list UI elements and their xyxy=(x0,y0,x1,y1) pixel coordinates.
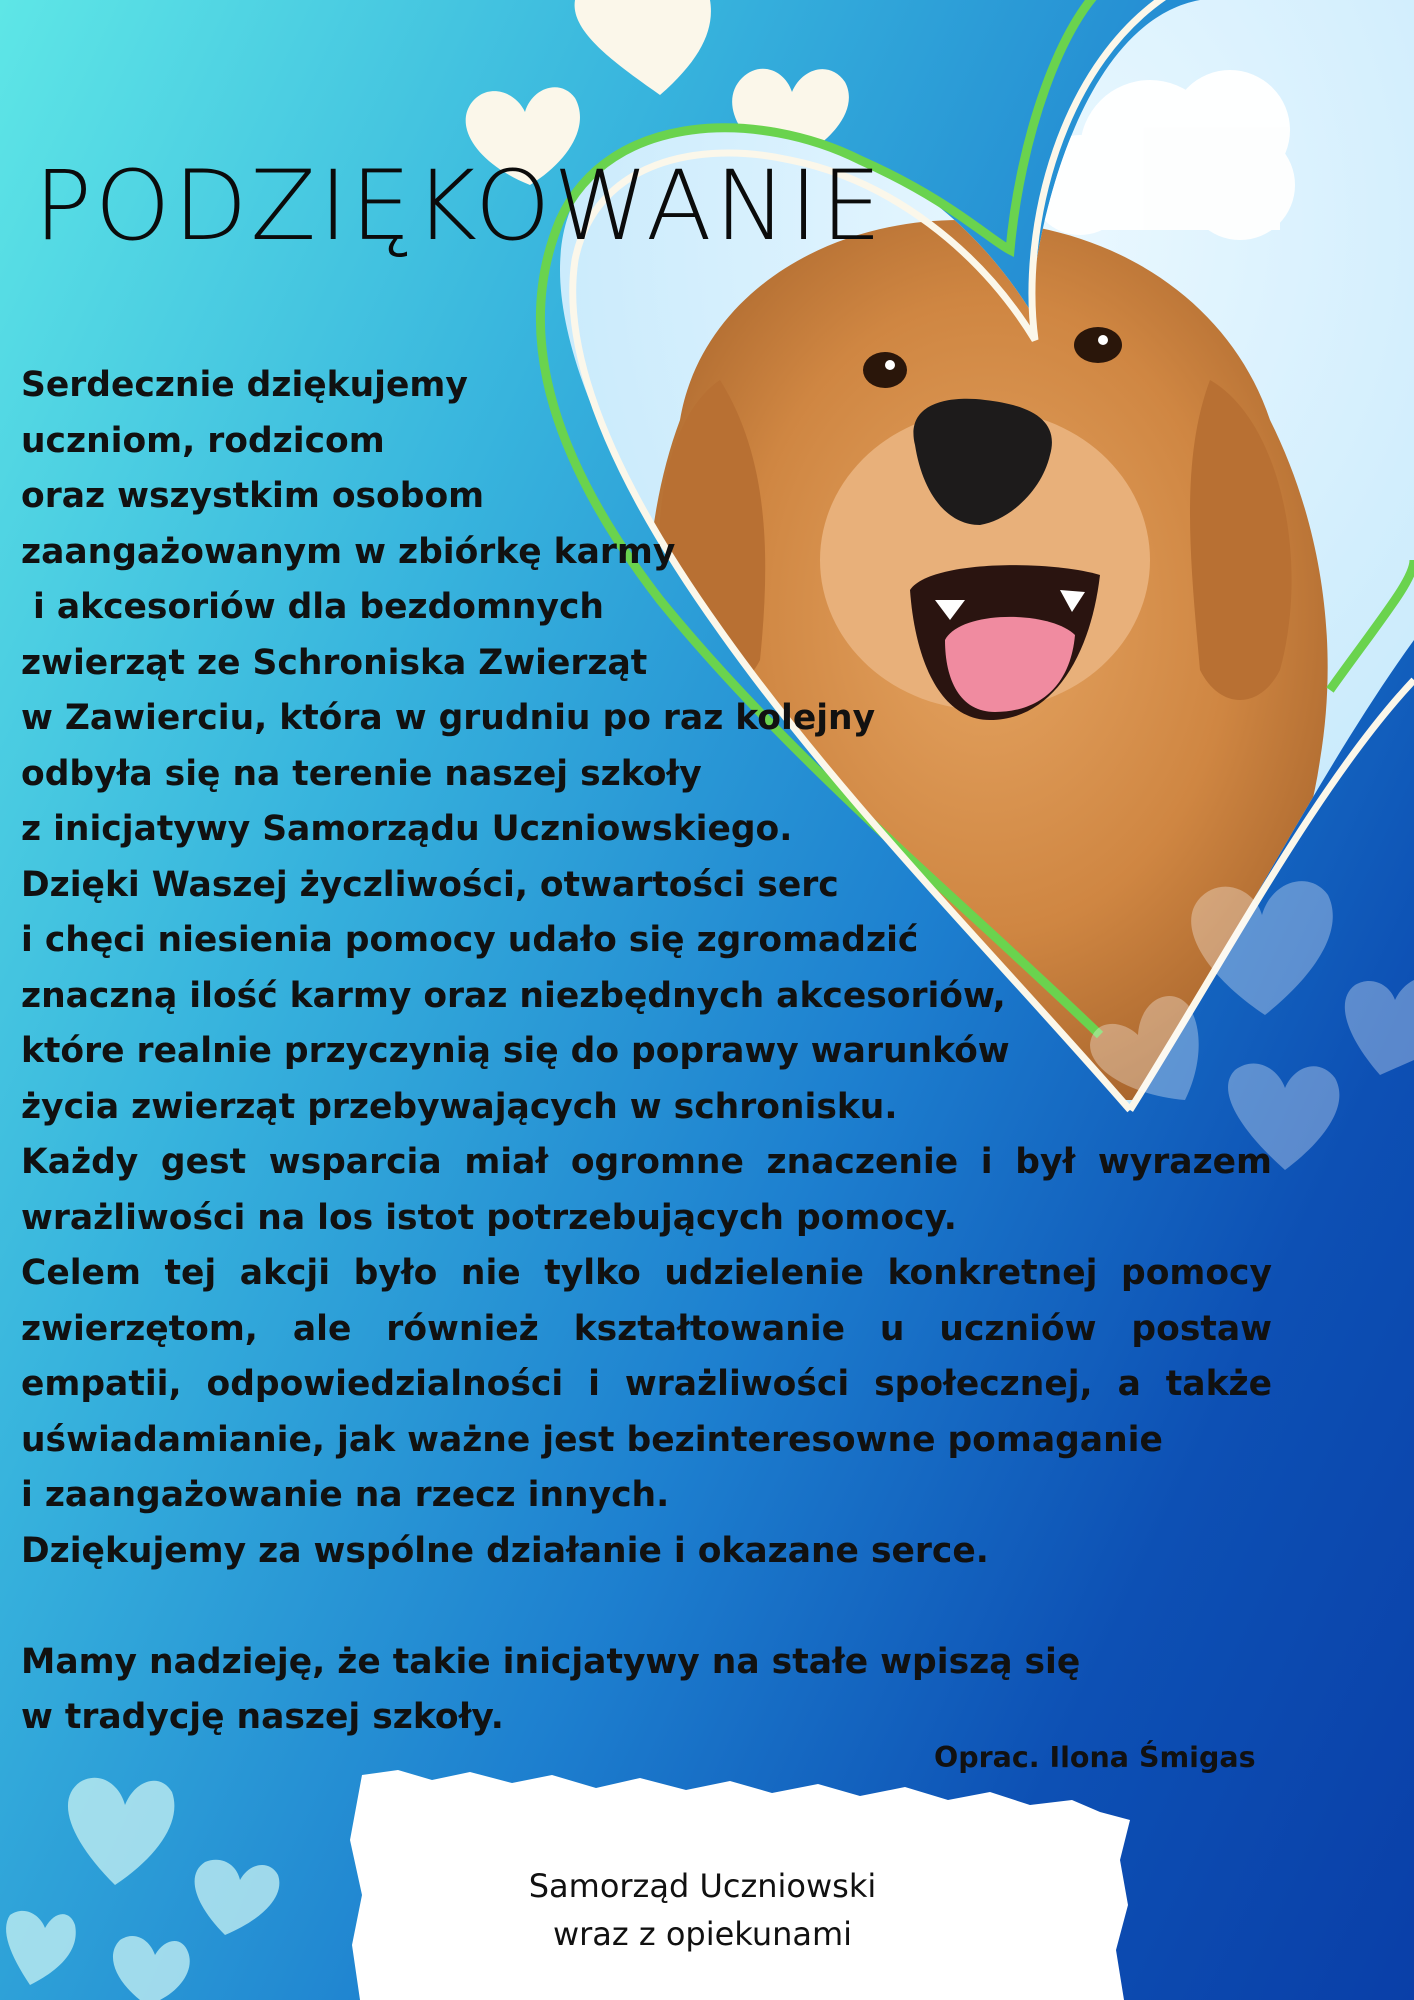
message-line: w tradycję naszej szkoły. xyxy=(21,1697,504,1737)
message-line: i zaangażowanie na rzecz innych. xyxy=(21,1475,670,1515)
author-credit: Oprac. Ilona Śmigas xyxy=(934,1741,1256,1774)
message-line: wrażliwości na los istot potrzebujących pomocy. xyxy=(21,1197,957,1238)
message-line: empatii, odpowiedzialności i wrażliwości społecznej, a także xyxy=(21,1364,1272,1404)
message-line: uświadamianie, jak ważne jest bezinteresowne pomaganie xyxy=(21,1419,1163,1460)
message-line: w Zawierciu, która w grudniu po raz kolejny xyxy=(21,698,876,738)
message-line: Dziękujemy za wspólne działanie i okazane serce. xyxy=(21,1530,989,1571)
message-line: zwierząt ze Schroniska Zwierząt xyxy=(21,642,648,683)
thank-you-message xyxy=(21,358,1272,1746)
message-line: zaangażowanym w zbiórkę karmy xyxy=(21,531,676,572)
message-line: zwierzętom, ale również kształtowanie u uczniów postaw xyxy=(21,1308,1272,1349)
message-line: uczniom, rodzicom xyxy=(21,420,385,461)
message-line: oraz wszystkim osobom xyxy=(21,476,485,516)
message-line: i chęci niesienia pomocy udało się zgromadzić xyxy=(21,920,919,960)
message-line: Mamy nadzieję, że takie inicjatywy na stałe wpiszą się xyxy=(21,1641,1081,1682)
message-line: Każdy gest wsparcia miał ogromne znaczenie i był wyrazem xyxy=(21,1142,1272,1182)
cloud-icon xyxy=(1030,70,1295,240)
message-line: z inicjatywy Samorządu Uczniowskiego. xyxy=(21,809,793,849)
heart-icon xyxy=(68,1778,174,1885)
message-line: znaczną ilość karmy oraz niezbędnych akcesoriów, xyxy=(21,975,1006,1016)
signature-line: wraz z opiekunami xyxy=(552,1915,853,1953)
message-line: życia zwierząt przebywających w schronisku. xyxy=(21,1086,898,1127)
page-title: PODZIĘKOWANIE xyxy=(34,150,885,262)
heart-icon xyxy=(1345,980,1414,1075)
message-line: Dzięki Waszej życzliwości, otwartości serc xyxy=(21,864,839,905)
message-line: i akcesoriów dla bezdomnych xyxy=(21,587,604,627)
message-line: odbyła się na terenie naszej szkoły xyxy=(21,753,702,794)
signature-note xyxy=(365,1862,1040,1958)
message-line: Celem tej akcji było nie tylko udzielenie konkretnej pomocy xyxy=(21,1253,1272,1293)
heart-icon xyxy=(113,1936,190,2000)
heart-icon xyxy=(195,1860,280,1935)
signature-line: Samorząd Uczniowski xyxy=(528,1867,877,1905)
message-line: które realnie przyczynią się do poprawy warunków xyxy=(21,1031,1010,1071)
heart-icon xyxy=(575,0,711,95)
paragraph-gap xyxy=(21,1579,1272,1635)
message-line: Serdecznie dziękujemy xyxy=(21,365,468,405)
heart-icon xyxy=(6,1911,76,1985)
